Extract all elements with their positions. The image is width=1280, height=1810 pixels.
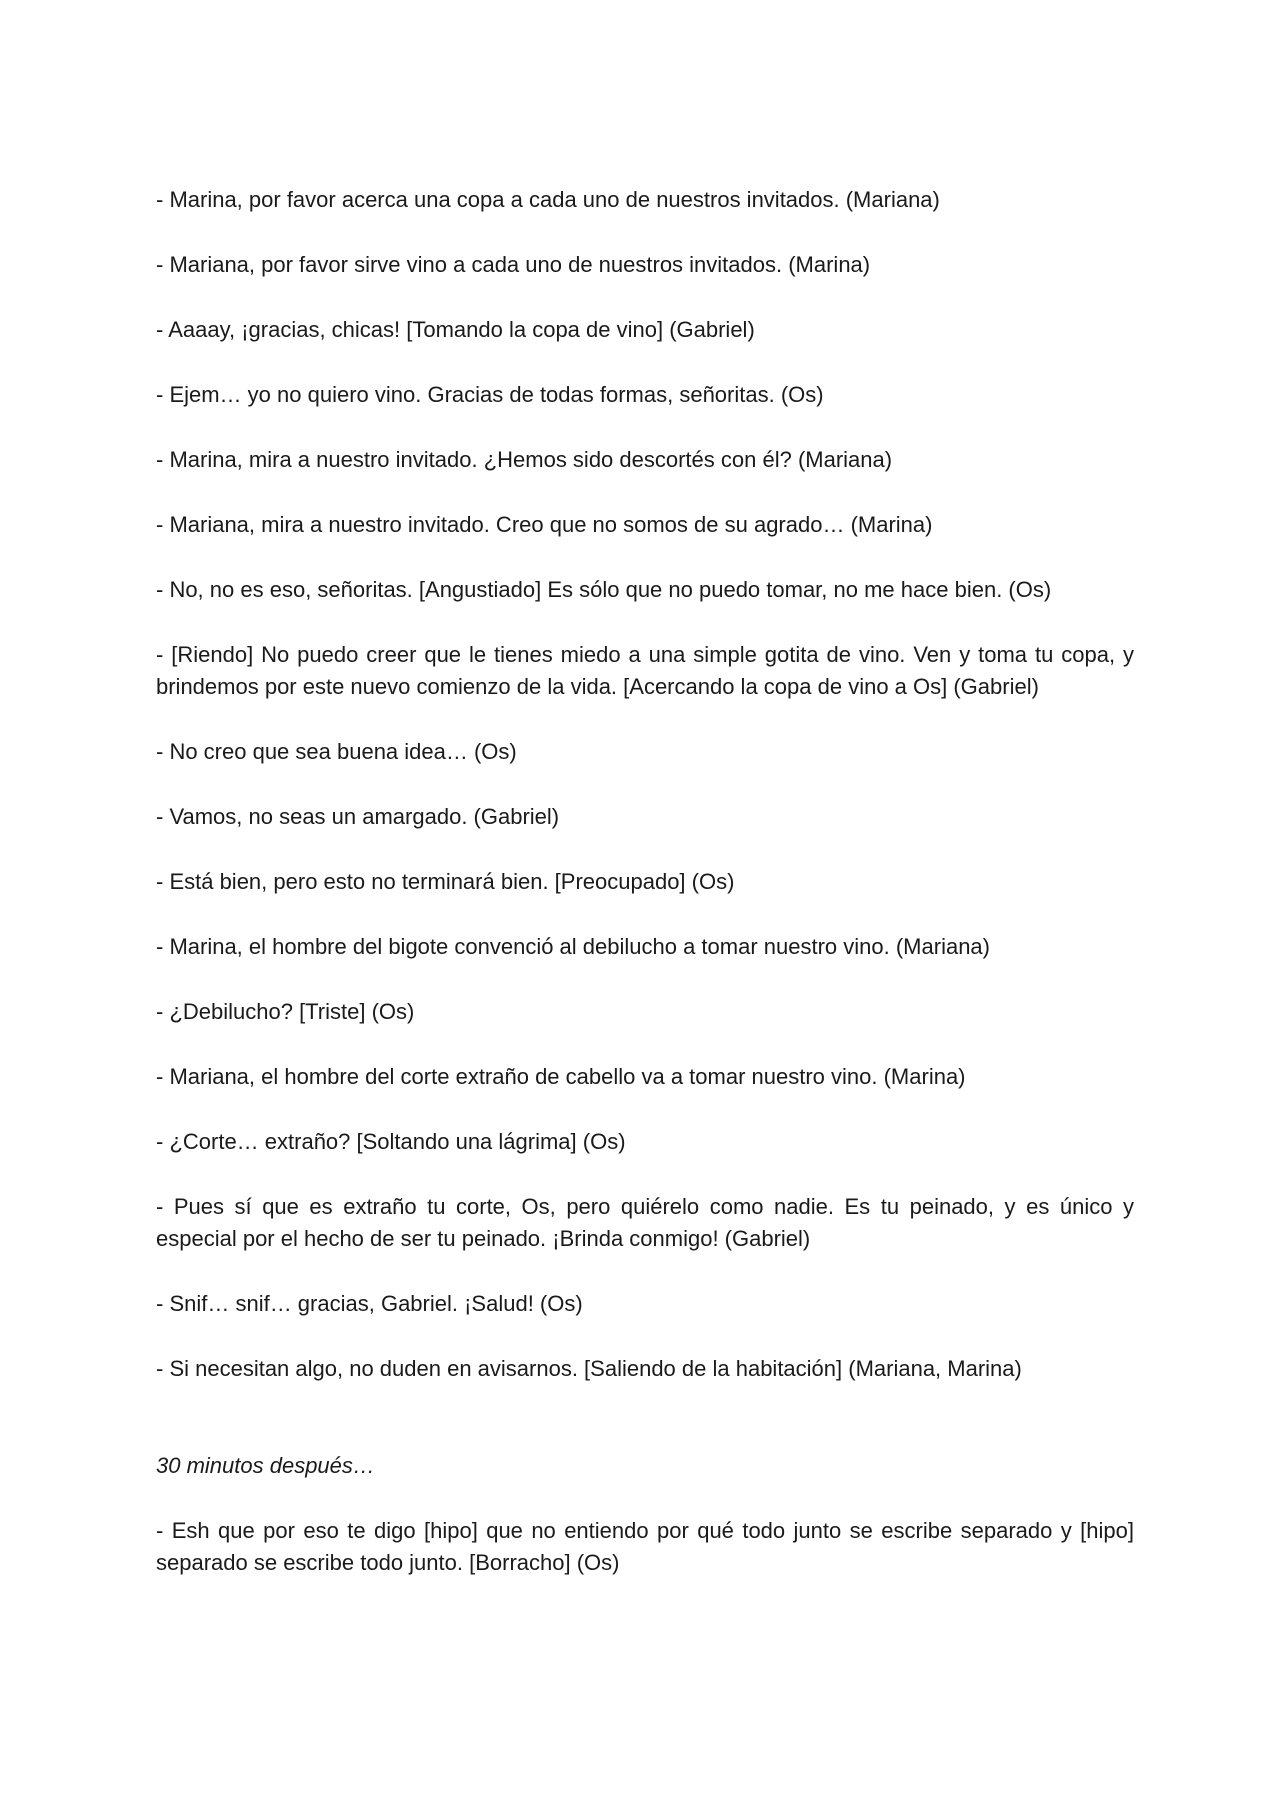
dialogue-line: - Mariana, mira a nuestro invitado. Creo que no somos de su agrado… (Marina) — [156, 512, 933, 537]
scene-heading: 30 minutos después… — [156, 1453, 375, 1478]
dialogue-line: - Snif… snif… gracias, Gabriel. ¡Salud! (Os) — [156, 1291, 583, 1316]
dialogue-line: - Marina, el hombre del bigote convenció al debilucho a tomar nuestro vino. (Mariana) — [156, 934, 990, 959]
dialogue-line: - Mariana, el hombre del corte extraño de cabello va a tomar nuestro vino. (Marina) — [156, 1064, 966, 1089]
dialogue-line: - [Riendo] No puedo creer que le tienes miedo a una simple gotita de vino. Ven y toma tu copa, y brindemos por este nuevo comienzo de la vida. [Acercando la copa de vino a Os] (Gabriel) — [156, 642, 1134, 699]
dialogue-line: - Pues sí que es extraño tu corte, Os, pero quiérelo como nadie. Es tu peinado, y es único y especial por el hecho de ser tu peinado. ¡Brinda conmigo! (Gabriel) — [156, 1194, 1134, 1251]
dialogue-line: - ¿Corte… extraño? [Soltando una lágrima] (Os) — [156, 1129, 626, 1154]
dialogue-line: - Si necesitan algo, no duden en avisarnos. [Saliendo de la habitación] (Mariana, Marina) — [156, 1356, 1022, 1381]
dialogue-line: - Mariana, por favor sirve vino a cada uno de nuestros invitados. (Marina) — [156, 252, 871, 277]
dialogue-line: - ¿Debilucho? [Triste] (Os) — [156, 999, 415, 1024]
dialogue-line: - Está bien, pero esto no terminará bien. [Preocupado] (Os) — [156, 869, 735, 894]
dialogue-line: - Marina, por favor acerca una copa a cada uno de nuestros invitados. (Mariana) — [156, 187, 940, 212]
dialogue-line: - Marina, mira a nuestro invitado. ¿Hemos sido descortés con él? (Mariana) — [156, 447, 893, 472]
dialogue-line: - No, no es eso, señoritas. [Angustiado] Es sólo que no puedo tomar, no me hace bien. (Os) — [156, 577, 1052, 602]
dialogue-line: - Vamos, no seas un amargado. (Gabriel) — [156, 804, 560, 829]
dialogue-line: - Esh que por eso te digo [hipo] que no entiendo por qué todo junto se escribe separado y [hipo] separado se escribe todo junto. [Borracho] (Os) — [156, 1518, 1134, 1575]
dialogue-line: - No creo que sea buena idea… (Os) — [156, 739, 517, 764]
dialogue-line: - Aaaay, ¡gracias, chicas! [Tomando la copa de vino] (Gabriel) — [156, 317, 755, 342]
dialogue-line: - Ejem… yo no quiero vino. Gracias de todas formas, señoritas. (Os) — [156, 382, 824, 407]
blank-line — [156, 1418, 1134, 1450]
document-body — [156, 184, 1134, 1612]
